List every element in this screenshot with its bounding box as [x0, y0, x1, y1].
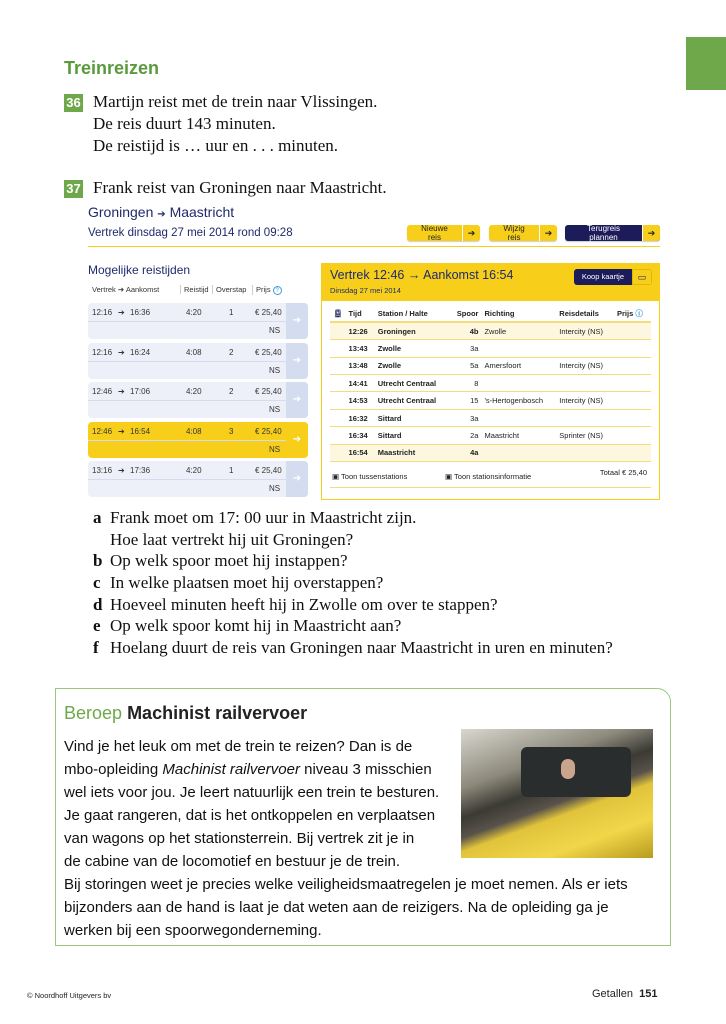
time: 14:41 [346, 375, 375, 392]
question-text: Hoe laat vertrekt hij uit Groningen? [110, 529, 354, 549]
platform: 15 [449, 392, 481, 409]
text-line: Vind je het leuk om met de trein te reizen? Dan is de [64, 738, 413, 755]
time: 13:43 [346, 340, 375, 357]
question-number: 37 [64, 180, 83, 198]
copyright: © Noordhoff Uitgevers bv [27, 991, 112, 1000]
col-station: Station / Halte [375, 305, 450, 322]
row-divider [88, 361, 286, 362]
arrow-icon: ➔ [118, 308, 125, 317]
text-line: werken bij een spoorwegonderneming. [64, 922, 322, 939]
route [88, 204, 234, 220]
trip-option[interactable] [88, 303, 308, 339]
row-divider [88, 400, 286, 401]
detail-footer [330, 462, 651, 488]
show-station-info-link[interactable]: ▣ Toon stationsinformatie [445, 472, 532, 482]
text-line: De reistijd is … uur en . . . minuten. [93, 136, 339, 155]
price: € 25,40 [255, 426, 282, 436]
question-number: 36 [64, 94, 83, 112]
sub-question [93, 594, 613, 616]
time: 16:32 [346, 409, 375, 426]
train-details [556, 375, 614, 392]
text-line: Je gaat rangeren, dat is het ontkoppelen en verplaatsen [64, 807, 436, 824]
buy-ticket-button[interactable] [574, 269, 652, 285]
time: 12:26 [346, 322, 375, 339]
price: € 25,40 [255, 308, 282, 317]
direction [481, 409, 556, 426]
departure-info: Vertrek dinsdag 27 mei 2014 rond 09:28 [88, 227, 293, 239]
arrow-right-icon[interactable]: ➔ [286, 461, 308, 497]
arrow-icon: ➔ [157, 209, 166, 220]
detail-date: Dinsdag 27 mei 2014 [330, 286, 401, 295]
col-details: Reisdetails [556, 305, 614, 322]
itinerary-row [330, 375, 651, 392]
arrow-icon: ➔ [642, 225, 660, 241]
text-line: van wagons op het stationsterrein. Bij vertrek zit je in [64, 830, 415, 847]
text-line: wel iets voor jou. Je leert natuurlijk een trein te besturen. [64, 784, 440, 801]
career-title: Machinist railvervoer [127, 703, 308, 723]
train-icon: 🚆︎ [330, 305, 346, 322]
help-icon[interactable]: ⓘ [635, 308, 643, 318]
itinerary-row [330, 340, 651, 357]
price: € 25,40 [255, 387, 282, 396]
arrival-time: 16:36 [130, 308, 151, 317]
career-heading [64, 703, 307, 724]
time: 16:34 [346, 427, 375, 444]
price: € 25,40 [255, 466, 282, 475]
question-36 [93, 91, 377, 157]
train-details [556, 444, 614, 461]
station: Zwolle [375, 340, 450, 357]
chapter-tab [686, 37, 726, 90]
detail-header [322, 264, 659, 301]
carrier: NS [269, 444, 281, 454]
question-letter: a [93, 508, 102, 527]
header-duration: Reistijd [180, 285, 209, 294]
arrival-time: 17:36 [130, 466, 151, 475]
departure-time: 12:46 [92, 426, 113, 436]
text-line: de cabine van de locomotief en bestuur je de trein. [64, 853, 401, 870]
arrival-time: 16:54 [130, 426, 151, 436]
col-time: Tijd [346, 305, 375, 322]
departure-time: 13:16 [92, 466, 113, 475]
arrow-right-icon[interactable]: ➔ [286, 343, 308, 379]
direction: Maastricht [481, 427, 556, 444]
station: Zwolle [375, 357, 450, 374]
trip-option[interactable] [88, 382, 308, 418]
return-trip-button[interactable] [565, 225, 660, 241]
career-box [55, 688, 671, 946]
total-price: Totaal € 25,40 [599, 468, 647, 478]
sub-question [93, 529, 613, 551]
question-text: Hoeveel minuten heeft hij in Zwolle om over te stappen? [110, 594, 498, 614]
platform: 3a [449, 340, 481, 357]
station: Utrecht Centraal [375, 392, 450, 409]
arrow-right-icon[interactable]: ➔ [286, 382, 308, 418]
transfers: 2 [229, 387, 234, 396]
itinerary-row [330, 392, 651, 409]
arrow-icon: ➔ [539, 225, 557, 241]
itinerary-row [330, 444, 651, 461]
question-text: Hoelang duurt de reis van Groningen naar Maastricht in uren en minuten? [110, 638, 613, 658]
duration: 4:08 [186, 426, 202, 436]
arrow-icon: ➔ [118, 466, 125, 475]
arrival-time: 16:24 [130, 347, 151, 357]
header-price: Prijs ? [252, 285, 282, 295]
duration: 4:20 [186, 308, 202, 317]
arrow-right-icon[interactable]: ➔ [286, 422, 308, 458]
detail-title: Vertrek 12:46 → Aankomst 16:54 [330, 268, 514, 282]
time: 16:54 [346, 444, 375, 461]
col-price: Prijs ⓘ [614, 305, 651, 322]
station: Sittard [375, 409, 450, 426]
trip-detail-panel [321, 263, 660, 500]
button-label: Terugreis plannen [587, 224, 620, 242]
question-37: Frank reist van Groningen naar Maastricht. [93, 178, 387, 197]
text-line: Martijn reist met de trein naar Vlissingen. [93, 92, 378, 111]
trip-option[interactable] [88, 343, 308, 379]
departure-time: 12:46 [92, 387, 113, 396]
departure-time: 12:16 [92, 347, 113, 357]
sub-questions [93, 507, 613, 659]
itinerary-row [330, 322, 651, 339]
sub-question [93, 615, 613, 637]
platform: 4b [449, 322, 481, 339]
text-line: mbo-opleiding Machinist railvervoer niveau 3 misschien [64, 761, 432, 778]
itinerary-table [330, 305, 651, 462]
chapter-name: Getallen [592, 988, 633, 1000]
direction: Amersfoort [481, 357, 556, 374]
question-text: Frank moet om 17: 00 uur in Maastricht zijn. [110, 508, 417, 527]
station: Sittard [375, 427, 450, 444]
question-text: Op welk spoor moet hij instappen? [110, 551, 348, 571]
route-from: Groningen [88, 204, 154, 220]
carrier: NS [269, 365, 281, 375]
text-line: Bij storingen weet je precies welke veiligheidsmaatregelen je moet nemen. Als er iets [64, 876, 628, 893]
direction: 's-Hertogenbosch [481, 392, 556, 409]
platform: 8 [449, 375, 481, 392]
question-letter: c [93, 573, 101, 593]
duration: 4:20 [186, 466, 202, 475]
arrow-icon: ➔ [118, 347, 125, 357]
platform: 4a [449, 444, 481, 461]
header-departure: Vertrek ➔ Aankomst [92, 285, 160, 294]
list-header [88, 281, 308, 303]
new-trip-button[interactable] [407, 225, 480, 241]
question-letter: e [93, 616, 101, 636]
train-details: Intercity (NS) [556, 322, 614, 339]
page-footer [592, 988, 657, 1000]
col-direction: Richting [481, 305, 556, 322]
platform: 5a [449, 357, 481, 374]
arrow-icon: ➔ [118, 387, 125, 396]
sub-question [93, 572, 613, 594]
button-label: Koop kaartje [574, 269, 632, 285]
col-platform: Spoor [449, 305, 481, 322]
station: Maastricht [375, 444, 450, 461]
direction: Zwolle [481, 322, 556, 339]
duration: 4:08 [186, 347, 202, 357]
question-text: Op welk spoor komt hij in Maastricht aan? [110, 616, 402, 636]
sub-question [93, 637, 613, 659]
row-divider [88, 321, 286, 322]
train-details [556, 409, 614, 426]
direction [481, 340, 556, 357]
direction [481, 375, 556, 392]
station: Utrecht Centraal [375, 375, 450, 392]
question-letter: b [93, 551, 103, 571]
question-letter: d [93, 594, 103, 614]
itinerary-row [330, 357, 651, 374]
arrow-icon: ➔ [462, 225, 480, 241]
itinerary-row [330, 427, 651, 444]
question-text: In welke plaatsen moet hij overstappen? [110, 573, 384, 593]
platform: 2a [449, 427, 481, 444]
departure-time: 12:16 [92, 308, 113, 317]
route-to: Maastricht [169, 204, 235, 220]
arrow-right-icon[interactable]: ➔ [286, 303, 308, 339]
platform: 3a [449, 409, 481, 426]
direction [481, 444, 556, 461]
ticket-icon: ▭ [632, 269, 652, 285]
arrival-time: 17:06 [130, 387, 151, 396]
train-details: Sprinter (NS) [556, 427, 614, 444]
career-label: Beroep [64, 703, 123, 723]
question-letter: f [93, 638, 99, 658]
price: € 25,40 [255, 347, 282, 357]
train-details: Intercity (NS) [556, 392, 614, 409]
trip-option[interactable] [88, 461, 308, 497]
show-stops-link[interactable]: ▣ Toon tussenstations [332, 472, 408, 482]
carrier: NS [269, 326, 281, 335]
train-details [556, 340, 614, 357]
panel-title: Mogelijke reistijden [88, 263, 191, 277]
help-icon[interactable]: ? [273, 286, 282, 295]
sub-question [93, 507, 613, 529]
station: Groningen [375, 322, 450, 339]
button-label: Wijzig reis [503, 224, 525, 242]
itinerary-row [330, 409, 651, 426]
sub-question [93, 550, 613, 572]
transfers: 2 [229, 347, 234, 357]
career-text [64, 735, 628, 942]
divider [88, 246, 660, 247]
time: 14:53 [346, 392, 375, 409]
row-divider [88, 440, 286, 441]
header-transfers: Overstap [212, 285, 246, 294]
transfers: 1 [229, 308, 234, 317]
time: 13:48 [346, 357, 375, 374]
text-line: De reis duurt 143 minuten. [93, 114, 276, 133]
row-divider [88, 479, 286, 480]
text-line: bijzonders aan de hand is laat je dat weten aan de reizigers. Na de opleiding ga je [64, 899, 609, 916]
carrier: NS [269, 405, 281, 414]
transfers: 3 [229, 426, 234, 436]
section-heading: Treinreizen [64, 58, 160, 78]
arrow-icon: ➔ [118, 426, 125, 436]
train-details: Intercity (NS) [556, 357, 614, 374]
transfers: 1 [229, 466, 234, 475]
duration: 4:20 [186, 387, 202, 396]
trip-options-panel [88, 263, 308, 501]
page-number: 151 [639, 988, 658, 1000]
button-label: Nieuwe reis [421, 224, 448, 242]
trip-option[interactable] [88, 422, 308, 458]
change-trip-button[interactable] [489, 225, 557, 241]
carrier: NS [269, 484, 281, 493]
